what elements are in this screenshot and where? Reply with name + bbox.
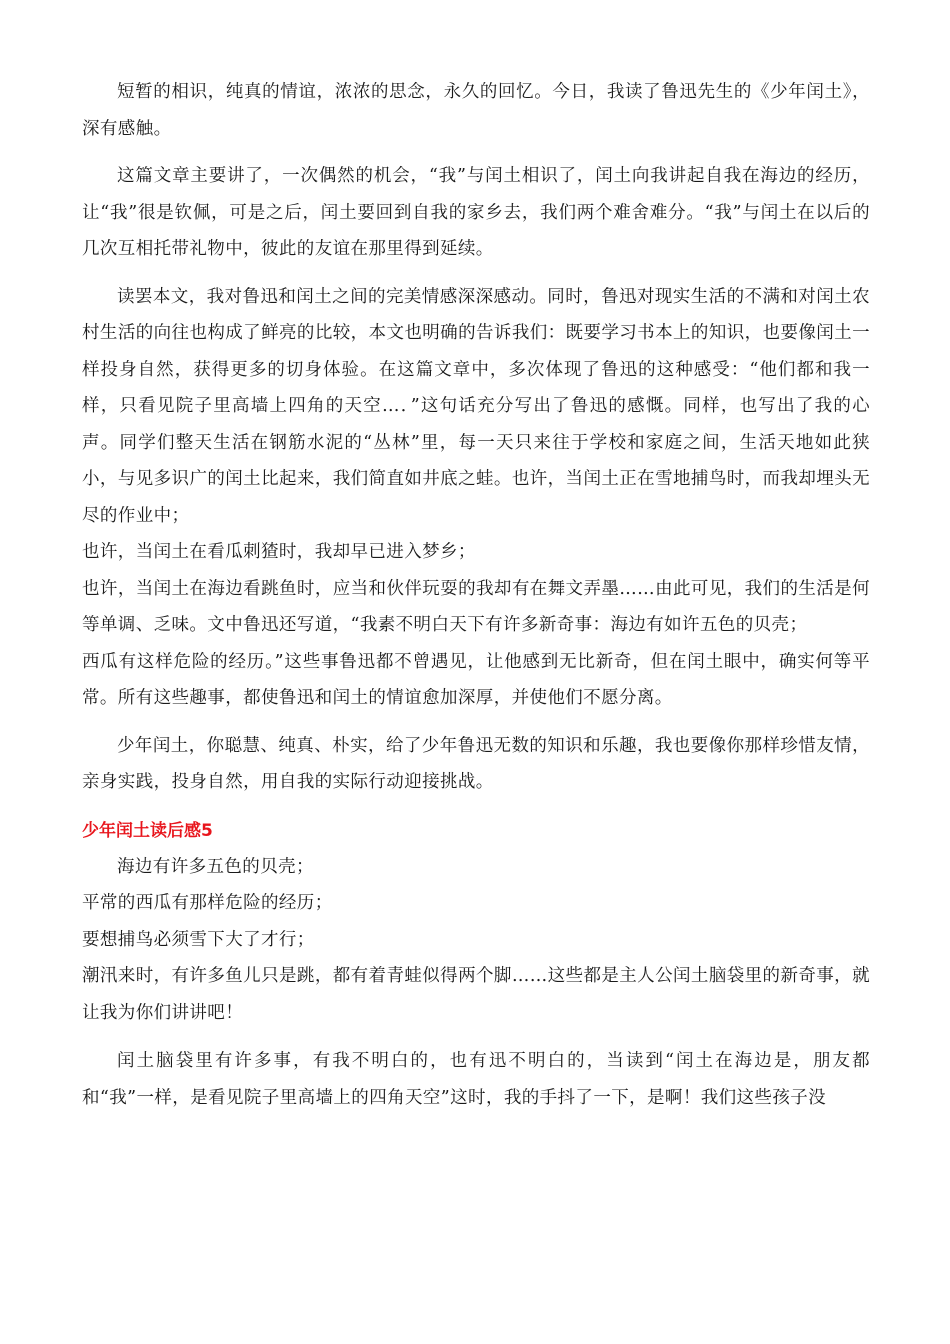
document-page bbox=[82, 74, 870, 1116]
paragraph-runtu-head: 闰土脑袋里有许多事，有我不明白的，也有迅不明白的，当读到“闰土在海边是，朋友都和“我”一样，是看见院子里高墙上的四角天空”这时，我的手抖了一下，是啊！我们这些孩子没 bbox=[82, 1051, 870, 1108]
paragraph-watermelon: 西瓜有这样危险的经历。”这些事鲁迅都不曾遇见，让他感到无比新奇，但在闰土眼中，确实何等平常。所有这些趣事，都使鲁迅和闰土的情谊愈加深厚，并使他们不愿分离。 bbox=[82, 651, 870, 708]
paragraph-catch-birds: 要想捕鸟必须雪下大了才行； bbox=[82, 929, 315, 950]
paragraph-summary: 这篇文章主要讲了，一次偶然的机会，“我”与闰土相识了，闰土向我讲起自我在海边的经历，让“我”很是钦佩，可是之后，闰土要回到自我的家乡去，我们两个难舍难分。“我”与闰土在以后的几次互相托带礼物中，彼此的友谊在那里得到延续。 bbox=[82, 166, 870, 259]
section-heading: 少年闰土读后感5 bbox=[82, 820, 213, 841]
paragraph-shells: 海边有许多五色的贝壳； bbox=[117, 856, 314, 877]
paragraph-reflection: 读罢本文，我对鲁迅和闰土之间的完美情感深深感动。同时，鲁迅对现实生活的不满和对闰土农村生活的向往也构成了鲜亮的比较，本文也明确的告诉我们：既要学习书本上的知识，也要像闰土一样投身自然，获得更多的切身体验。在这篇文章中，多次体现了鲁迅的这种感受：“他们都和我一样，只看见院子里高墙上四角的天空…．”这句话充分写出了鲁迅的感慨。同样，也写出了我的心声。同学们整天生活在钢筋水泥的“丛林”里，每一天只来往于学校和家庭之间，生活天地如此狭小，与见多识广的闰土比起来，我们简直如井底之蛙。也许，当闰土正在雪地捕鸟时，而我却埋头无尽的作业中； bbox=[82, 286, 870, 526]
paragraph-perhaps-fish: 也许，当闰土在海边看跳鱼时，应当和伙伴玩耍的我却有在舞文弄墨……由此可见，我们的生活是何等单调、乏味。文中鲁迅还写道，“我素不明白天下有许多新奇事：海边有如许五色的贝壳； bbox=[82, 578, 870, 635]
paragraph-intro: 短暂的相识，纯真的情谊，浓浓的思念，永久的回忆。今日，我读了鲁迅先生的《少年闰土》，深有感触。 bbox=[82, 82, 870, 139]
paragraph-tide-fish: 潮汛来时，有许多鱼儿只是跳，都有着青蛙似得两个脚……这些都是主人公闰土脑袋里的新奇事，就让我为你们讲讲吧！ bbox=[82, 966, 870, 1023]
paragraph-perhaps-melon: 也许，当闰土在看瓜刺猹时，我却早已进入梦乡； bbox=[82, 542, 476, 562]
paragraph-melon-danger: 平常的西瓜有那样危险的经历； bbox=[82, 893, 333, 913]
paragraph-conclusion: 少年闰土，你聪慧、纯真、朴实，给了少年鲁迅无数的知识和乐趣，我也要像你那样珍惜友情，亲身实践，投身自然，用自我的实际行动迎接挑战。 bbox=[82, 735, 870, 792]
